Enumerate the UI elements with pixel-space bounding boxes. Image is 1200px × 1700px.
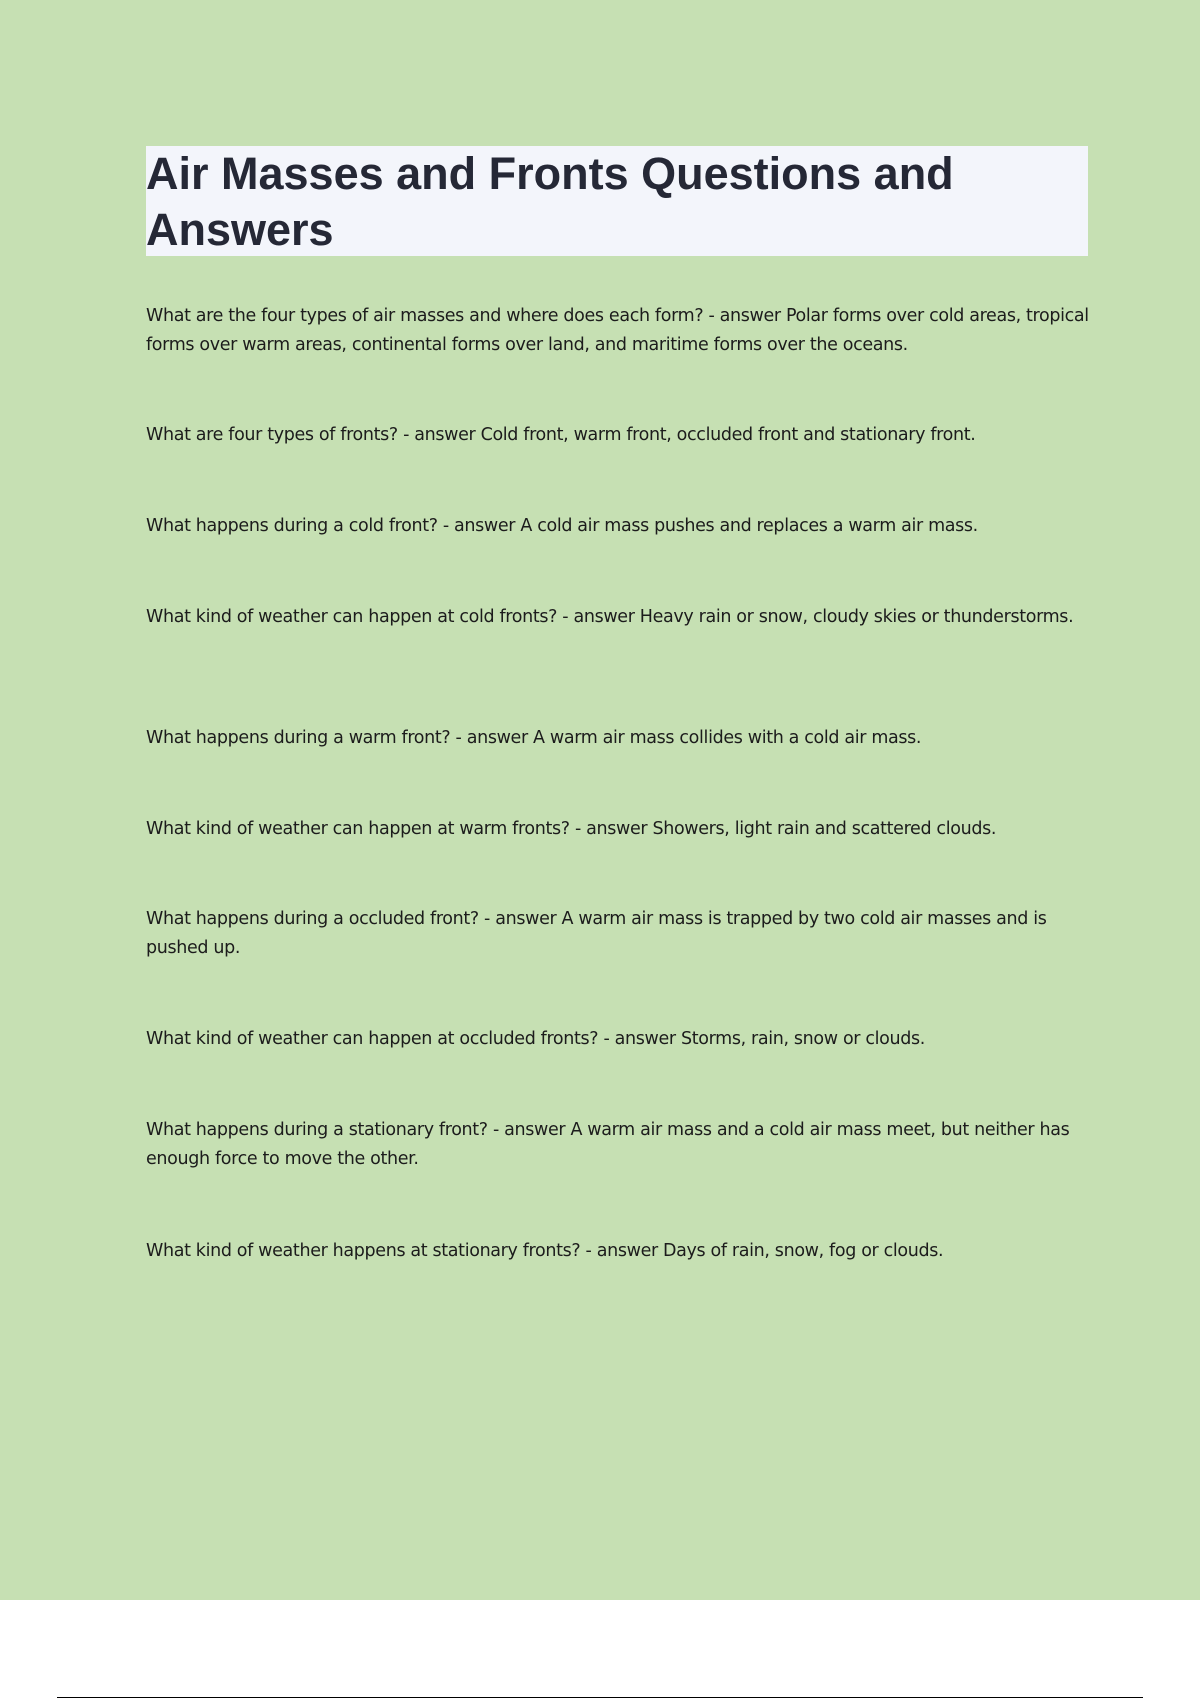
qa-item: What kind of weather can happen at cold fronts? - answer Heavy rain or snow, cloudy skies or thunderstorms. [146, 607, 1074, 627]
page-title: Air Masses and Fronts Questions and Answers [146, 148, 954, 255]
qa-item: What happens during a warm front? - answer A warm air mass collides with a cold air mass. [146, 728, 922, 748]
qa-item: What are four types of fronts? - answer Cold front, warm front, occluded front and stationary front. [146, 425, 976, 445]
qa-item: What kind of weather can happen at warm fronts? - answer Showers, light rain and scattered clouds. [146, 819, 997, 839]
qa-item: What are the four types of air masses and where does each form? - answer Polar forms over cold areas, tropical forms over warm areas, continental forms over land, and maritime forms over the oceans. [146, 306, 1089, 355]
qa-item: What happens during a cold front? - answer A cold air mass pushes and replaces a warm air mass. [146, 516, 978, 536]
footer-rule [57, 1697, 1143, 1698]
qa-item: What happens during a occluded front? - answer A warm air mass is trapped by two cold air masses and is pushed up. [146, 909, 1047, 958]
qa-item: What kind of weather can happen at occluded fronts? - answer Storms, rain, snow or clouds. [146, 1029, 925, 1049]
qa-item: What happens during a stationary front? - answer A warm air mass and a cold air mass meet, but neither has enough force to move the other. [146, 1120, 1070, 1169]
qa-item: What kind of weather happens at stationary fronts? - answer Days of rain, snow, fog or clouds. [146, 1241, 944, 1261]
